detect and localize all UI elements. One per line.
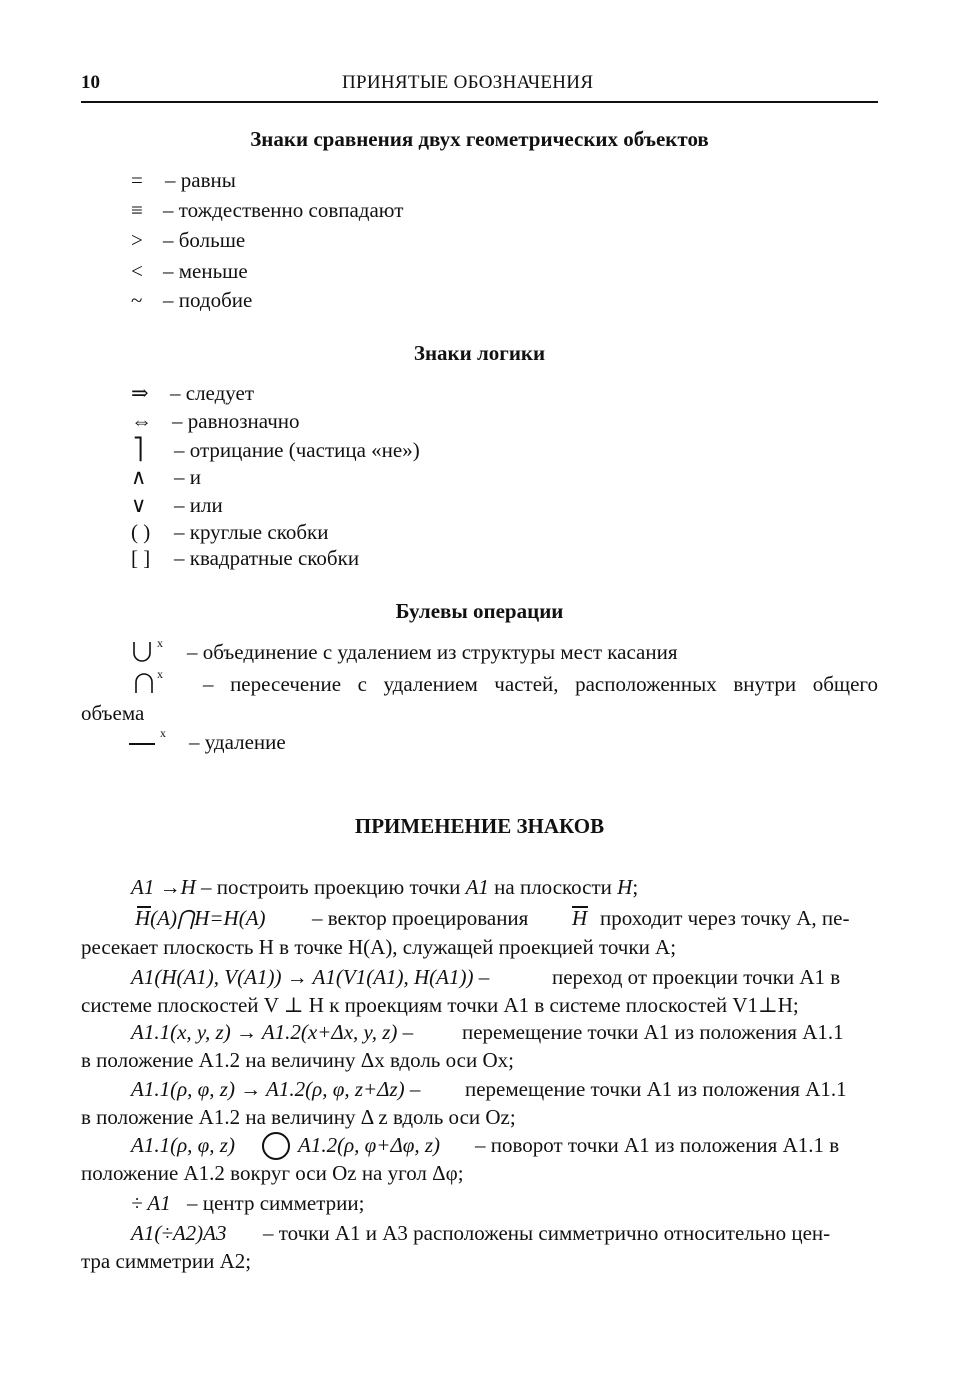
symmetry-text: – точки A1 и A3 расположены симметрично относительно цен- <box>263 1221 831 1245</box>
move-x-formula: A1.1(x, y, z) → A1.2(x+Δx, y, z) – <box>131 1020 414 1044</box>
rotate-formula-a: A1.1(ρ, φ, z) <box>131 1133 235 1157</box>
implies-symbol: ⇒ <box>131 381 149 405</box>
rotation-icon <box>262 1132 290 1160</box>
vector-h: H <box>572 906 588 930</box>
negation-label: – отрицание (частица «не») <box>174 438 420 462</box>
similar-label: – подобие <box>163 288 253 312</box>
equal-symbol: = <box>131 168 143 192</box>
equal-label: – равны <box>165 168 236 192</box>
vector-line2: ресекает плоскость H в точке H(A), служащей проекцией точки A; <box>81 935 677 959</box>
running-title: ПРИНЯТЫЕ ОБОЗНАЧЕНИЯ <box>342 72 594 93</box>
vector-formula: H(A)⋂H=H(A) <box>135 906 266 930</box>
equivalent-label: – равнозначно <box>172 409 300 433</box>
transition-text: переход от проекции точки A1 в <box>552 965 841 989</box>
move-z-line2: в положение A1.2 на величину Δ z вдоль оси Oz; <box>81 1105 516 1129</box>
identical-symbol: ≡ <box>131 198 143 222</box>
move-z-text: перемещение точки A1 из положения A1.1 <box>465 1077 847 1101</box>
rotate-line2: положение A1.2 вокруг оси Oz на угол Δφ; <box>81 1161 464 1185</box>
and-label: – и <box>174 465 201 489</box>
greater-label: – больше <box>163 228 246 252</box>
transition-line2: системе плоскостей V ⊥ H к проекциям точки A1 в системе плоскостей V1⊥H; <box>81 993 799 1017</box>
brackets-symbol: [ ] <box>131 546 151 570</box>
rotate-text: – поворот точки A1 из положения A1.1 в <box>475 1133 840 1157</box>
move-x-text: перемещение точки A1 из положения A1.1 <box>462 1020 844 1044</box>
vector-text-b: проходит через точку A, пе- <box>600 906 850 930</box>
equivalent-symbol: ⇔ <box>131 409 152 433</box>
and-symbol: ∧ <box>131 465 147 489</box>
implies-label: – следует <box>170 381 254 405</box>
union-superscript: x <box>157 636 163 650</box>
header-rule <box>81 101 878 103</box>
less-symbol: < <box>131 259 143 283</box>
removal-superscript: x <box>160 726 166 740</box>
intersection-superscript: x <box>157 667 163 681</box>
intersection-label-cont: объема <box>81 701 145 725</box>
symmetry-center-formula: ÷ A1 <box>131 1191 171 1215</box>
union-symbol <box>131 640 153 664</box>
identical-label: – тождественно совпадают <box>163 198 404 222</box>
projection-formula: A1 →H – <box>131 875 212 899</box>
or-symbol: ∨ <box>131 493 147 517</box>
similar-symbol: ~ <box>131 288 143 312</box>
application-heading: ПРИМЕНЕНИЕ ЗНАКОВ <box>354 814 605 838</box>
intersection-label: – пересечение с удалением частей, расположенных внутри общего <box>203 672 878 696</box>
logic-heading: Знаки логики <box>413 341 546 365</box>
move-x-line2: в положение A1.2 на величину Δx вдоль оси Ox; <box>81 1048 514 1072</box>
boolean-heading: Булевы операции <box>395 599 564 623</box>
symmetry-center-text: – центр симметрии; <box>187 1191 365 1215</box>
page-number: 10 <box>81 72 100 93</box>
negation-symbol: ⎤ <box>133 437 144 461</box>
greater-symbol: > <box>131 228 143 252</box>
symmetry-line2: тра симметрии A2; <box>81 1249 252 1273</box>
parens-symbol: ( ) <box>131 520 151 544</box>
intersection-symbol <box>133 671 155 695</box>
less-label: – меньше <box>163 259 248 283</box>
vector-text: – вектор проецирования <box>312 906 529 930</box>
move-z-formula: A1.1(ρ, φ, z) → A1.2(ρ, φ, z+Δz) – <box>131 1077 421 1101</box>
parens-label: – круглые скобки <box>174 520 329 544</box>
comparison-heading: Знаки сравнения двух геометрических объектов <box>250 127 709 151</box>
or-label: – или <box>174 493 223 517</box>
projection-rule: A1 →H – построить проекцию точки A1 на плоскости H; <box>131 875 639 899</box>
union-label: – объединение с удалением из структуры мест касания <box>187 640 678 664</box>
removal-label: – удаление <box>189 730 286 754</box>
transition-formula: A1(H(A1), V(A1)) → A1(V1(A1), H(A1)) – <box>131 965 490 989</box>
symmetry-formula: A1(÷A2)A3 <box>131 1221 227 1245</box>
removal-symbol <box>129 743 155 745</box>
brackets-label: – квадратные скобки <box>174 546 360 570</box>
rotate-formula-b: A1.2(ρ, φ+Δφ, z) <box>298 1133 441 1157</box>
